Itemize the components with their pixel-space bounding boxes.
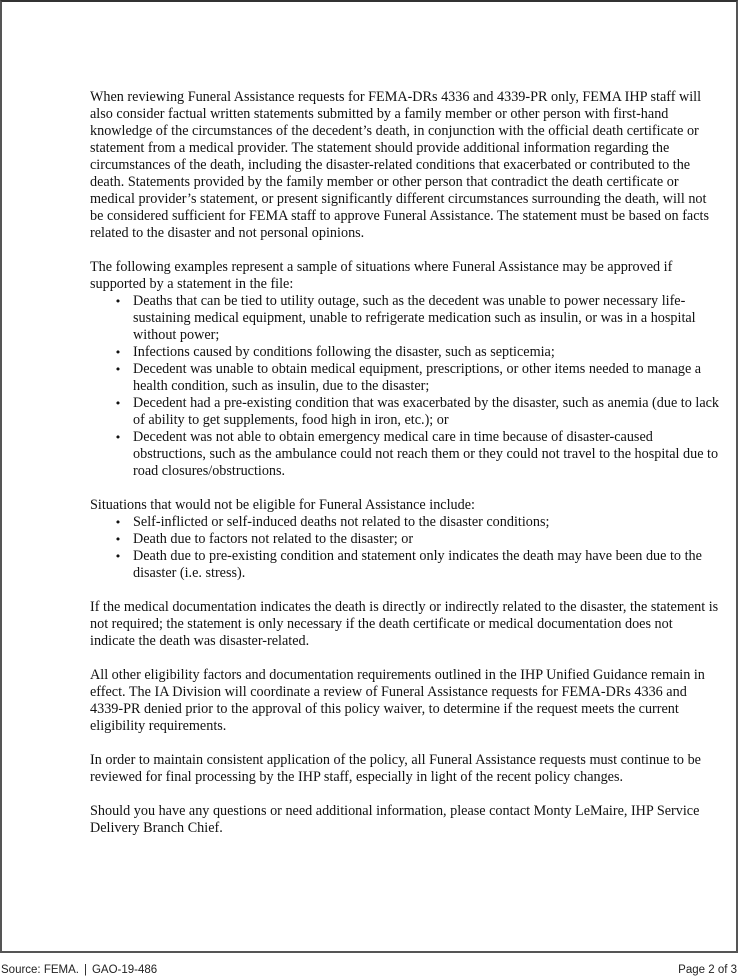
contact-paragraph: Should you have any questions or need additional information, please contact Monty LeMaire, IHP Service Delivery Branch Chief. <box>90 803 700 836</box>
bullet-icon: • <box>114 346 122 359</box>
list-item <box>90 344 720 361</box>
source-label: Source: FEMA. <box>1 964 79 976</box>
document-body <box>90 89 720 854</box>
list-item <box>90 514 720 531</box>
other-factors-paragraph: All other eligibility factors and documentation requirements outlined in the IHP Unified Guidance remain in effect. The IA Division will coordinate a review of Funeral Assistance requests for FEMA-DRs 4336 and 4339-PR denied prior to the approval of this policy waiver, to determine if the request meets the current eligibility requirements. <box>90 667 705 734</box>
eligible-intro-paragraph: The following examples represent a sample of situations where Funeral Assistance may be approved if supported by a statement in the file: <box>90 259 673 292</box>
page-footer <box>0 962 738 980</box>
source-note <box>1 964 157 976</box>
consistency-paragraph: In order to maintain consistent application of the policy, all Funeral Assistance requests must continue to be reviewed for final processing by the IHP staff, especially in light of the recent policy changes. <box>90 752 701 785</box>
page-number: Page 2 of 3 <box>678 964 737 976</box>
list-item <box>90 531 720 548</box>
bullet-icon: • <box>114 516 122 529</box>
list-item-text: Decedent had a pre-existing condition that was exacerbated by the disaster, such as anemia (due to lack of ability to get supplements, food high in iron, etc.); or <box>133 395 720 428</box>
bullet-icon: • <box>114 363 122 376</box>
bullet-icon: • <box>114 295 122 308</box>
list-item <box>90 429 720 480</box>
list-item-text: Decedent was not able to obtain emergency medical care in time because of disaster-caused obstructions, such as the ambulance could not reach them or they could not travel to the hospital due to road closures/obstructions. <box>133 429 719 479</box>
bullet-icon: • <box>114 533 122 546</box>
list-item-text: Infections caused by conditions following the disaster, such as septicemia; <box>133 344 555 360</box>
list-item <box>90 548 720 582</box>
list-item-text: Self-inflicted or self-induced deaths not related to the disaster conditions; <box>133 514 550 530</box>
report-id: GAO-19-486 <box>91 964 158 976</box>
list-item-text: Decedent was unable to obtain medical equipment, prescriptions, or other items needed to manage a health condition, such as insulin, due to the disaster; <box>133 361 702 394</box>
ineligible-examples-list <box>90 514 720 582</box>
bullet-icon: • <box>114 397 122 410</box>
bullet-icon: • <box>114 431 122 444</box>
medical-documentation-paragraph: If the medical documentation indicates the death is directly or indirectly related to the disaster, the statement is not required; the statement is only necessary if the death certificate or medical documentation does not indicate the death was disaster-related. <box>90 599 719 649</box>
list-item <box>90 395 720 429</box>
list-item <box>90 293 720 344</box>
list-item <box>90 361 720 395</box>
list-item-text: Death due to factors not related to the disaster; or <box>133 531 414 547</box>
bullet-icon: • <box>114 550 122 563</box>
list-item-text: Deaths that can be tied to utility outage, such as the decedent was unable to power necessary life-sustaining medical equipment, unable to refrigerate medication such as insulin, or was in a hospital without power; <box>133 293 696 343</box>
footer-separator: | <box>83 964 87 976</box>
eligible-examples-list <box>90 293 720 480</box>
intro-paragraph: When reviewing Funeral Assistance requests for FEMA-DRs 4336 and 4339-PR only, FEMA IHP staff will also consider factual written statements submitted by a family member or other person with first-hand knowledge of the circumstances of the decedent’s death, in conjunction with the official death certificate or statement from a medical provider. The statement should provide additional information regarding the circumstances of the death, including the disaster-related conditions that exacerbated or contributed to the death. Statements provided by the family member or other person that contradict the death certificate or medical provider’s statement, or present significantly different circumstances surrounding the death, will not be considered sufficient for FEMA staff to approve Funeral Assistance. The statement must be based on facts related to the disaster and not personal opinions. <box>90 89 709 241</box>
ineligible-intro-paragraph: Situations that would not be eligible for Funeral Assistance include: <box>90 497 475 513</box>
list-item-text: Death due to pre-existing condition and statement only indicates the death may have been due to the disaster (i.e. stress). <box>133 548 702 581</box>
